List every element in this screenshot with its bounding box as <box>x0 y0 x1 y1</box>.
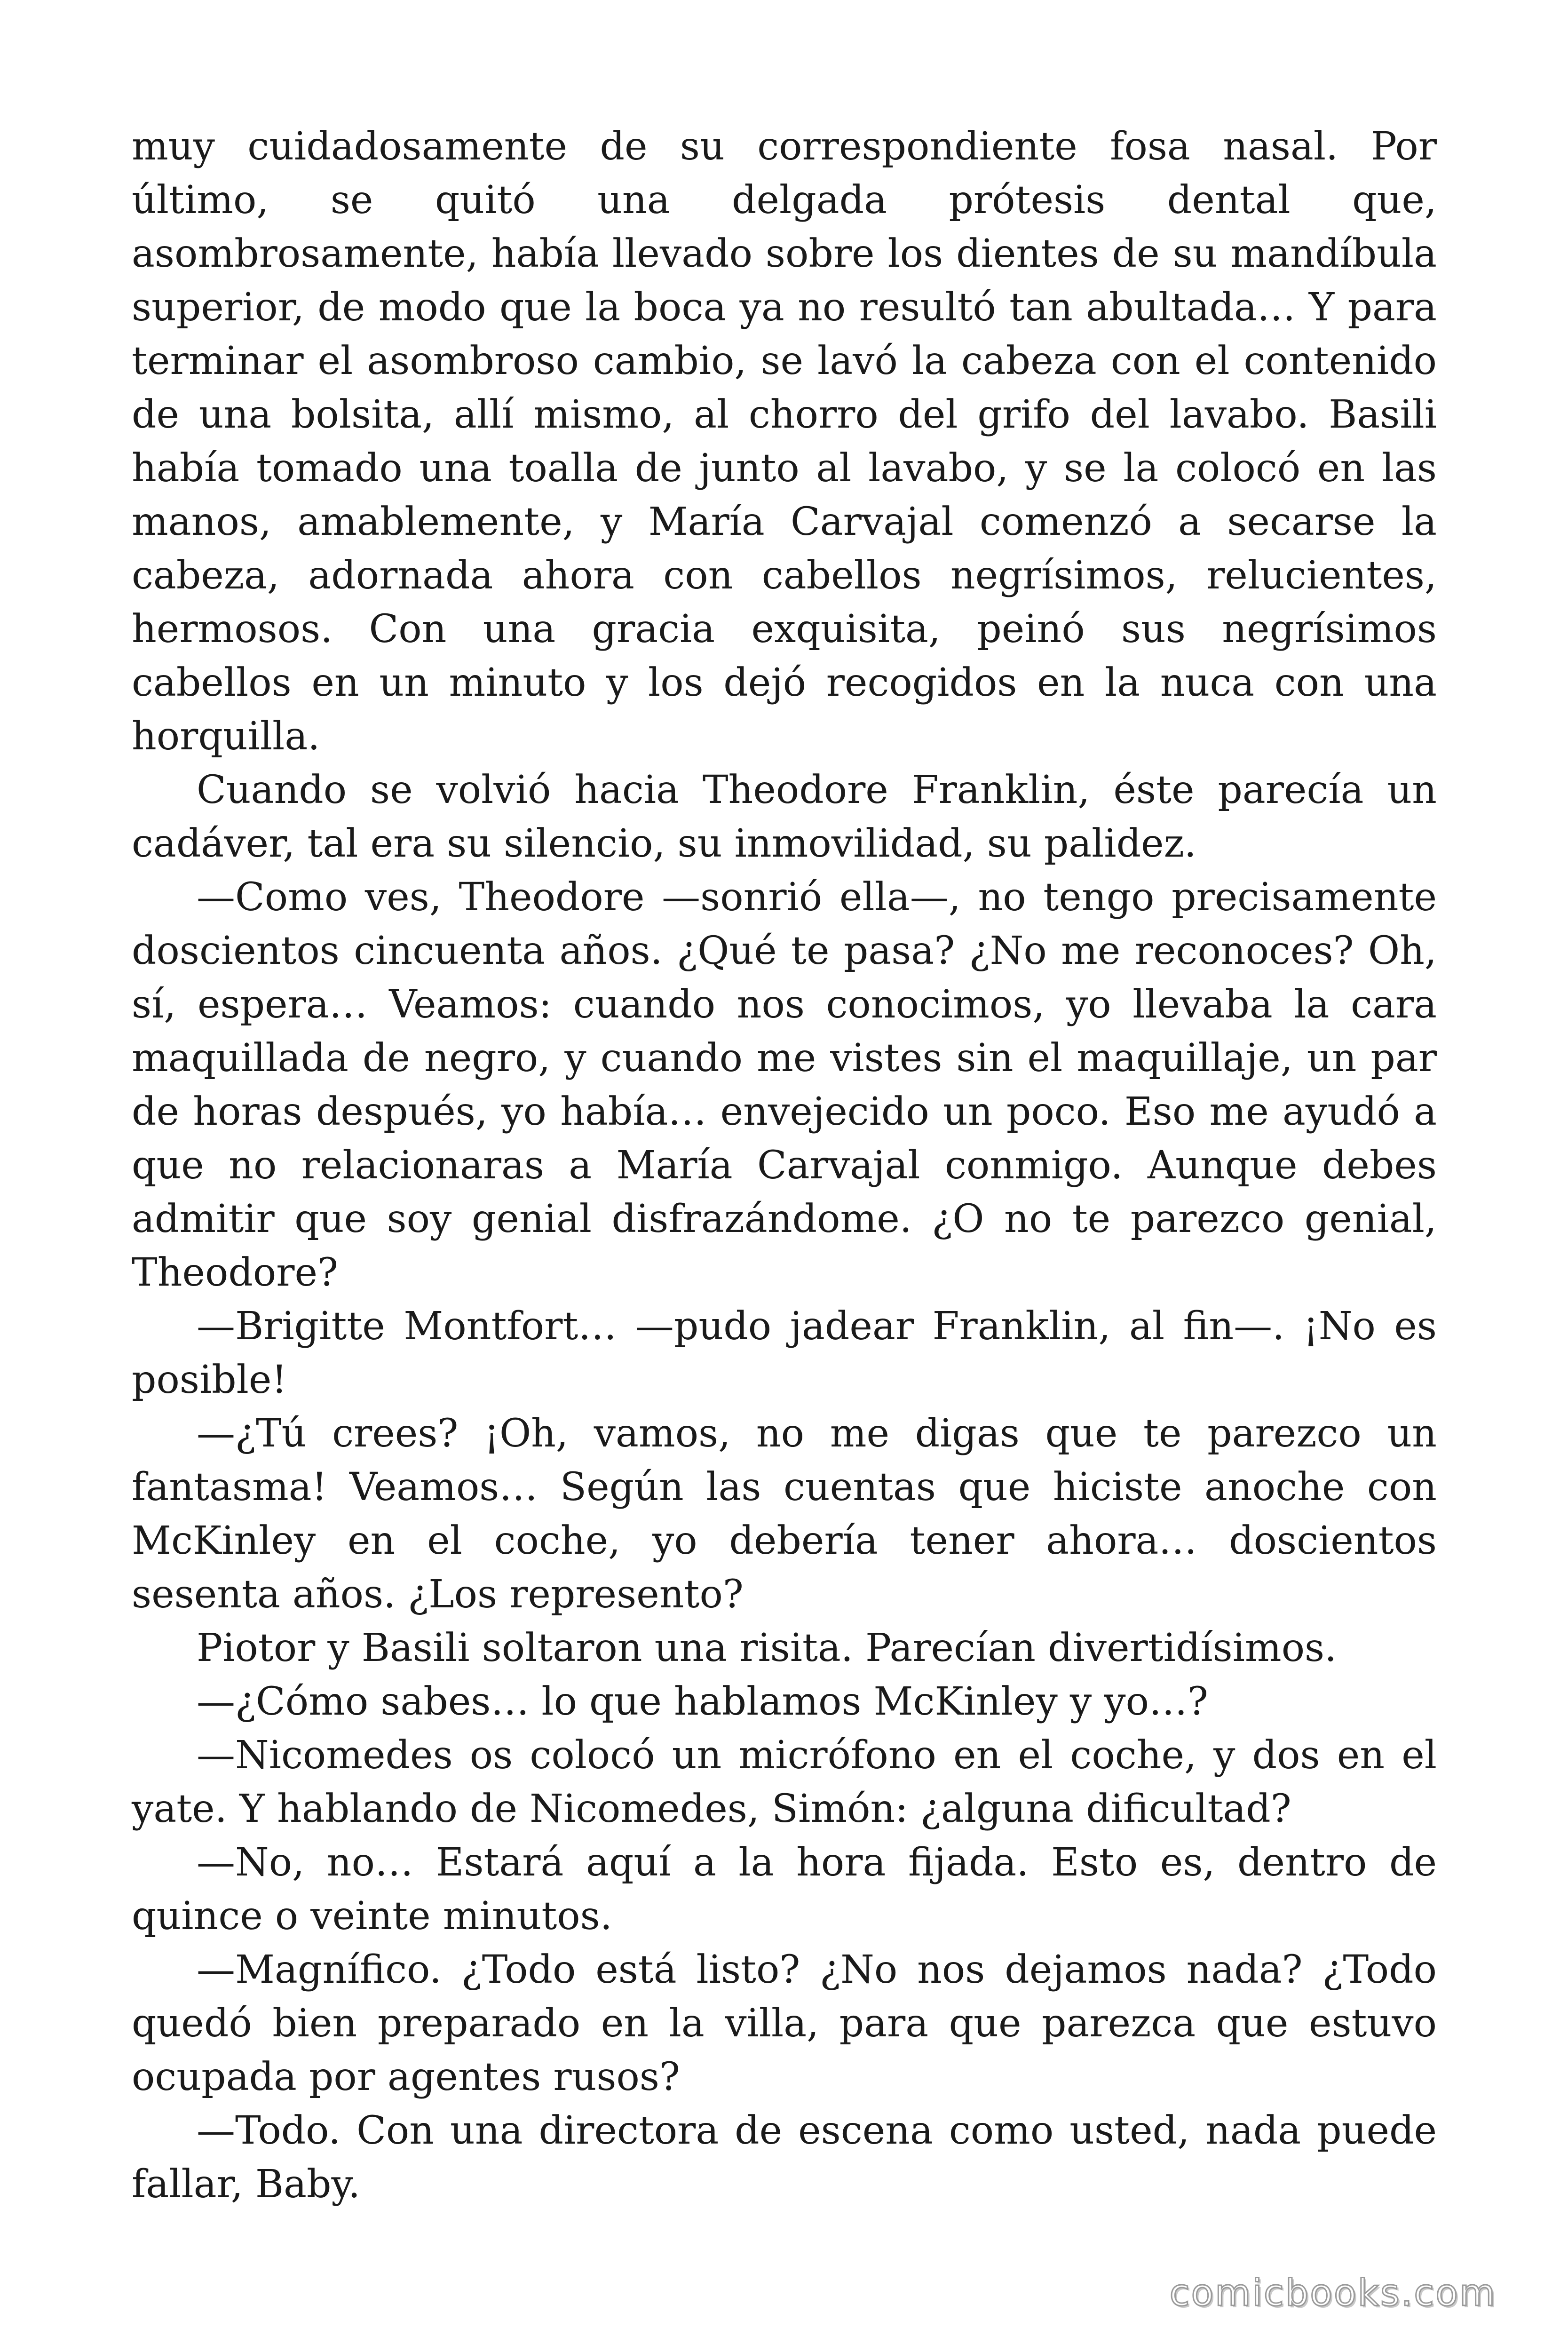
dialogue-paragraph: —Como ves, Theodore —sonrió ella—, no tengo precisamente doscientos cincuenta años. ¿Qué te pasa? ¿No me reconoces? Oh, sí, espera… Veamos: cuando nos conocimos, yo llevaba la cara maquillada de negro, y cuando me vistes sin el maquillaje, un par de horas después, yo había… envejecido un poco. Eso me ayudó a que no relacionaras a María Carvajal conmigo. Aunque debes admitir que soy genial disfrazándome. ¿O no te parezco genial, Theodore? <box>132 875 1437 1295</box>
dialogue-paragraph: —¿Tú crees? ¡Oh, vamos, no me digas que te parezco un fantasma! Veamos… Según las cuentas que hiciste anoche con McKinley en el coche, yo debería tener ahora… doscientos sesenta años. ¿Los represento? <box>132 1411 1437 1617</box>
paragraph: Cuando se volvió hacia Theodore Franklin, éste parecía un cadáver, tal era su silencio, su inmovilidad, su palidez. <box>132 768 1437 866</box>
paragraph-continuation: muy cuidadosamente de su correspondiente fosa nasal. Por último, se quitó una delgada prótesis dental que, asombrosamente, había llevado sobre los dientes de su mandíbula superior, de modo que la boca ya no resultó tan abultada… Y para terminar el asombroso cambio, se lavó la cabeza con el contenido de una bolsita, allí mismo, al chorro del grifo del lavabo. Basili había tomado una toalla de junto al lavabo, y se la colocó en las manos, amablemente, y María Carvajal comenzó a secarse la cabeza, adornada ahora con cabellos negrísimos, relucientes, hermosos. Con una gracia exquisita, peinó sus negrísimos cabellos en un minuto y los dejó recogidos en la nuca con una horquilla. <box>132 124 1437 759</box>
watermark-logo: comicbooks.com <box>1169 2272 1497 2314</box>
dialogue-paragraph: —No, no… Estará aquí a la hora fijada. Esto es, dentro de quince o veinte minutos. <box>132 1840 1437 1939</box>
body-text <box>132 120 1437 2211</box>
dialogue-paragraph: —Todo. Con una directora de escena como usted, nada puede fallar, Baby. <box>132 2108 1437 2207</box>
paragraph: Piotor y Basili soltaron una risita. Parecían divertidísimos. <box>197 1626 1337 1670</box>
dialogue-paragraph: —Magnífico. ¿Todo está listo? ¿No nos dejamos nada? ¿Todo quedó bien preparado en la villa, para que parezca que estuvo ocupada por agentes rusos? <box>132 1947 1437 2099</box>
dialogue-paragraph: —Nicomedes os colocó un micrófono en el coche, y dos en el yate. Y hablando de Nicomedes, Simón: ¿alguna dificultad? <box>132 1733 1437 1831</box>
dialogue-paragraph: —¿Cómo sabes… lo que hablamos McKinley y yo…? <box>197 1679 1208 1724</box>
dialogue-paragraph: —Brigitte Montfort… —pudo jadear Franklin, al fin—. ¡No es posible! <box>132 1304 1437 1402</box>
